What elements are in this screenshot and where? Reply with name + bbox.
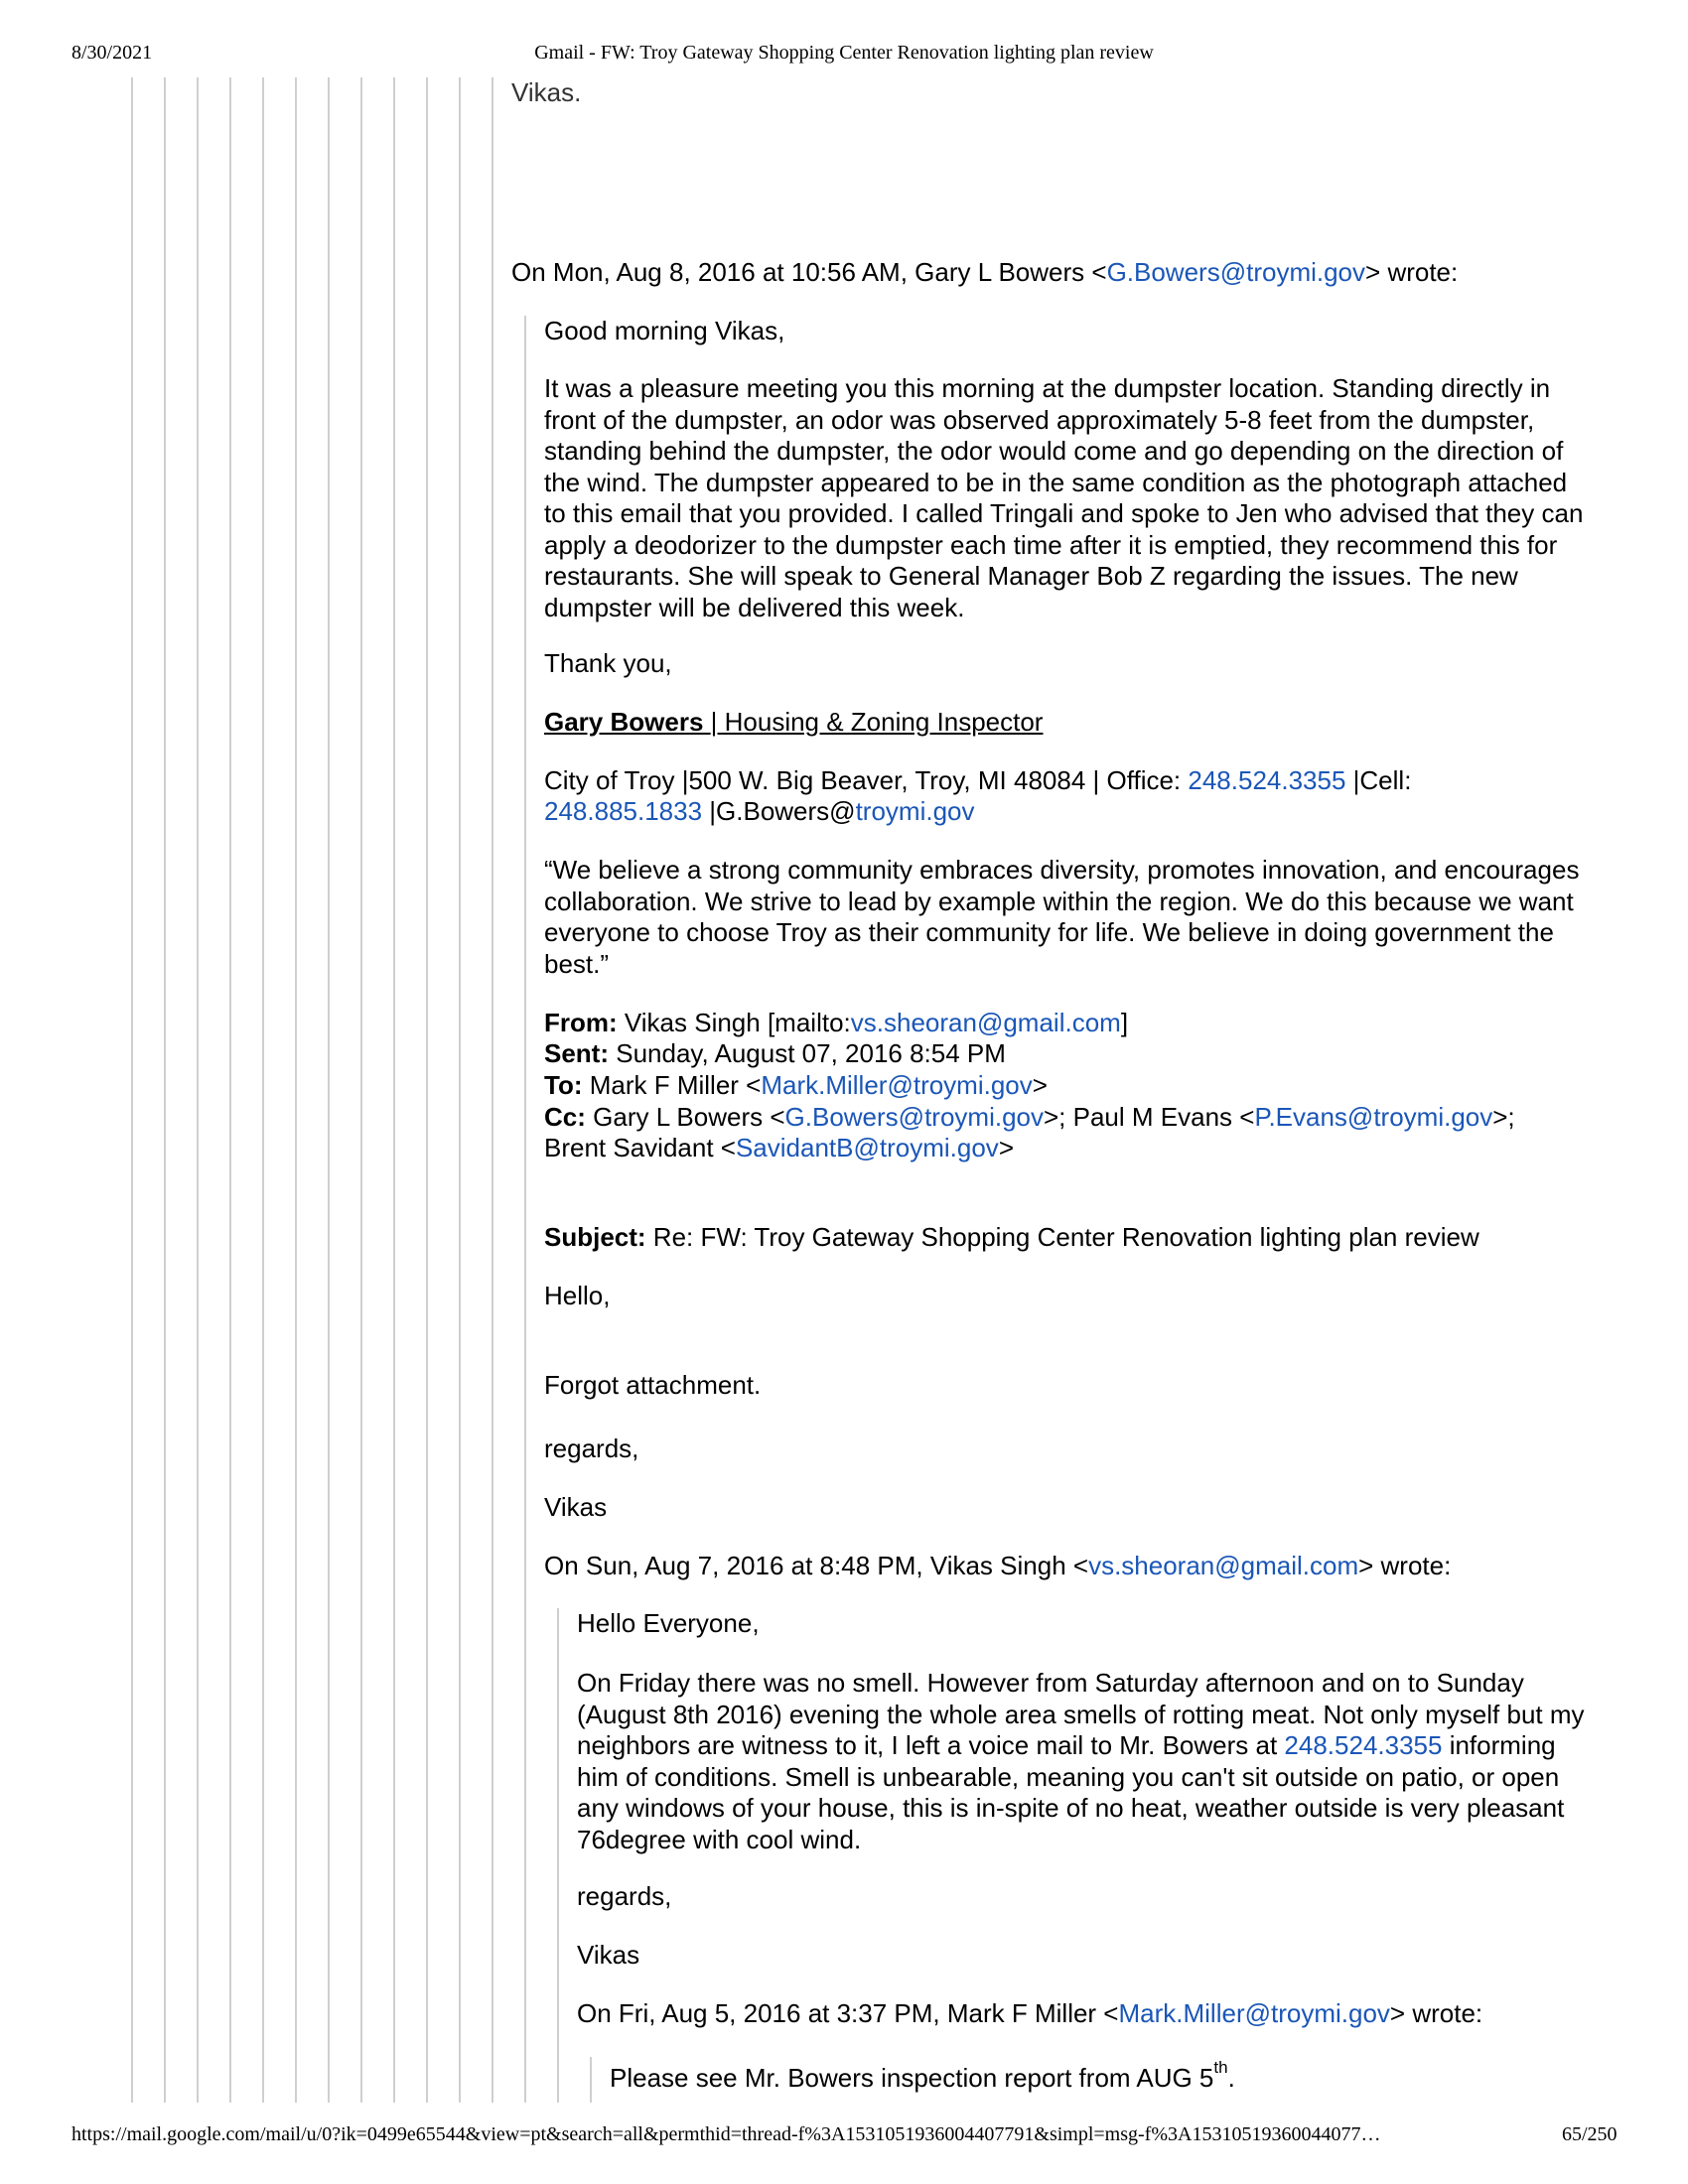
quote-bar [459,77,461,2103]
miller-email-link[interactable]: Mark.Miller@troymi.gov [1118,1998,1390,2028]
quote-bar [295,77,297,2103]
print-date: 8/30/2021 [71,42,153,64]
quote-bar-bowers [524,316,526,2103]
quote-bar [426,77,428,2103]
from-email-link[interactable]: vs.sheoran@gmail.com [850,1008,1121,1037]
vikas-greeting: Hello Everyone, [577,1608,760,1638]
fwd-cc-line2: Brent Savidant <SavidantB@troymi.gov> [544,1133,1014,1162]
troymi-domain-link[interactable]: troymi.gov [855,796,975,826]
vikas-body: On Friday there was no smell. However from Saturday afternoon and on to Sunday (August 8th 2016) evening the whole area smells of rotting meat. Not only myself but my neighbors are witness to it, I left a voice mail to Mr. Bowers at 248.524.3355 informing him of conditions. Smell is unbearable, meaning you can't sit outside on patio, or open any windows of your house, this is in-spite of no heat, weather outside is very pleasant 76degree with cool wind. [577,1668,1585,1854]
bowers-contact-line2: 248.885.1833 |G.Bowers@troymi.gov [544,796,975,826]
page-number: 65/250 [1562,2123,1618,2145]
bowers-email-link[interactable]: G.Bowers@troymi.gov [1106,257,1366,287]
print-url: https://mail.google.com/mail/u/0?ik=0499e65544&view=pt&search=all&permthid=thread-f%3A1531051936004407791&simpl=msg-f%3A15310519360044077… [71,2123,1381,2145]
quote-bar [360,77,362,2103]
bowers-body: It was a pleasure meeting you this morning at the dumpster location. Standing directly in front of the dumpster, an odor was observed approximately 5-8 feet from the dumpster, standing behind the dumpster, the odor would come and go depending on the direction of the wind. The dumpster appeared to be in the same condition as the photograph attached to this email that you provided. I called Tringali and spoke to Jen who advised that they can apply a deodorizer to the dumpster each time after it is emptied, they recommend this for restaurants. She will speak to General Manager Bob Z regarding the issues. The new dumpster will be delivered this week. [544,373,1584,622]
quote-bar [229,77,231,2103]
cell-phone-link[interactable]: 248.885.1833 [544,796,703,826]
miller-body: Please see Mr. Bowers inspection report from AUG 5th. [610,2058,1235,2093]
bowers-greeting: Good morning Vikas, [544,316,785,345]
bowers-motto: “We believe a strong community embraces diversity, promotes innovation, and encourages collaboration. We strive to lead by example within the region. We do this because we want everyone to choose Troy as their community for life. We believe in doing government the best.” [544,855,1580,979]
cc-evans-email-link[interactable]: P.Evans@troymi.gov [1254,1102,1493,1132]
office-phone-link[interactable]: 248.524.3355 [1188,765,1346,795]
signoff-name: Vikas. [511,77,582,107]
cc-bowers-email-link[interactable]: G.Bowers@troymi.gov [784,1102,1044,1132]
quote-bar-miller [590,2057,592,2103]
vikas-attribution: On Sun, Aug 7, 2016 at 8:48 PM, Vikas Singh <vs.sheoran@gmail.com> wrote: [544,1551,1452,1580]
fwd-sent-line: Sent: Sunday, August 07, 2016 8:54 PM [544,1038,1006,1068]
vikas-name: Vikas [577,1940,640,1970]
quote-bar [131,77,133,2103]
fwd-name: Vikas [544,1492,608,1522]
miller-attribution: On Fri, Aug 5, 2016 at 3:37 PM, Mark F Miller <Mark.Miller@troymi.gov> wrote: [577,1998,1483,2028]
fwd-regards: regards, [544,1433,639,1463]
fwd-from-line: From: Vikas Singh [mailto:vs.sheoran@gmail.com] [544,1008,1129,1037]
vikas-regards: regards, [577,1881,672,1911]
vikas-phone-link[interactable]: 248.524.3355 [1284,1730,1443,1760]
quote-bar [164,77,166,2103]
vikas-email-link[interactable]: vs.sheoran@gmail.com [1088,1551,1359,1580]
fwd-cc-line: Cc: Gary L Bowers <G.Bowers@troymi.gov>; Paul M Evans <P.Evans@troymi.gov>; [544,1102,1515,1132]
fwd-to-line: To: Mark F Miller <Mark.Miller@troymi.gov> [544,1070,1048,1100]
fwd-subject-line: Subject: Re: FW: Troy Gateway Shopping Center Renovation lighting plan review [544,1222,1479,1252]
bowers-attribution: On Mon, Aug 8, 2016 at 10:56 AM, Gary L Bowers <G.Bowers@troymi.gov> wrote: [511,257,1459,287]
bowers-thanks: Thank you, [544,648,672,678]
quote-bar [197,77,199,2103]
quote-bar [328,77,330,2103]
bowers-signature-title: Gary Bowers | Housing & Zoning Inspector [544,707,1044,737]
to-email-link[interactable]: Mark.Miller@troymi.gov [761,1070,1033,1100]
bowers-contact-line1: City of Troy |500 W. Big Beaver, Troy, MI 48084 | Office: 248.524.3355 |Cell: [544,765,1412,795]
quote-bar [393,77,395,2103]
quote-bar [262,77,264,2103]
cc-savidant-email-link[interactable]: SavidantB@troymi.gov [735,1133,999,1162]
fwd-body: Forgot attachment. [544,1370,762,1400]
quote-bar-vikas [557,1608,559,2103]
fwd-greeting: Hello, [544,1281,611,1310]
print-title: Gmail - FW: Troy Gateway Shopping Center Renovation lighting plan review [534,42,1154,64]
quote-bar [492,77,493,2103]
